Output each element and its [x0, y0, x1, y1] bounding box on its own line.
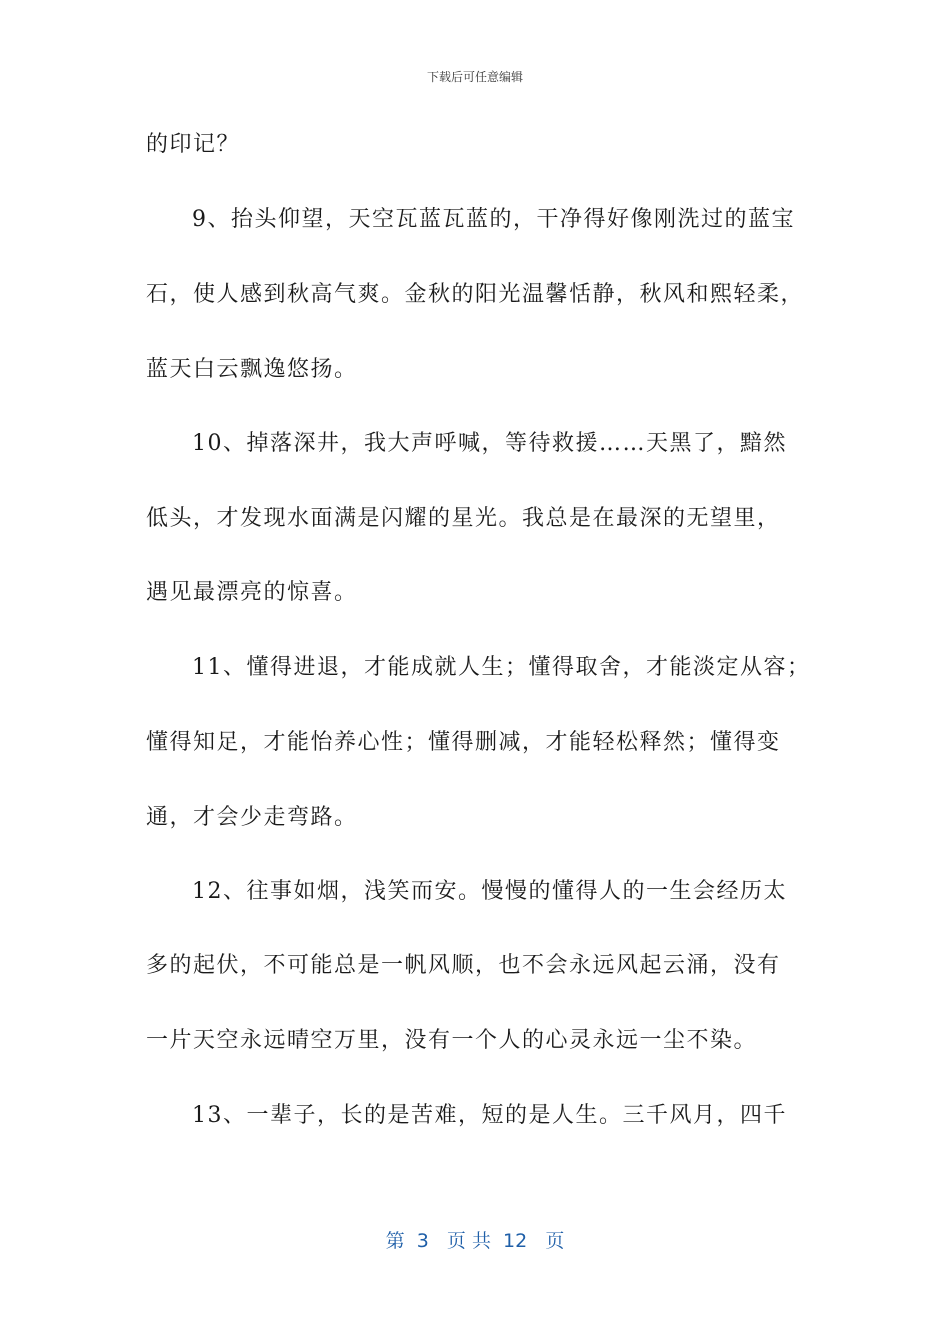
text-line: 低头，才发现水面满是闪耀的星光。我总是在最深的无望里， — [146, 506, 781, 531]
text-line: 通，才会少走弯路。 — [146, 805, 358, 830]
page-header-note: 下载后可任意编辑 — [426, 70, 523, 84]
text-line: 11、懂得进退，才能成就人生；懂得取舍，才能淡定从容； — [192, 655, 811, 680]
text-line: 一片天空永远晴空万里，没有一个人的心灵永远一尘不染。 — [146, 1028, 758, 1053]
text-line: 遇见最漂亮的惊喜。 — [146, 580, 358, 605]
page-number-footer: 第 3 页 共 12 页 — [385, 1230, 565, 1252]
text-line: 懂得知足，才能怡养心性；懂得删减，才能轻松释然；懂得变 — [146, 730, 781, 755]
text-line: 13、一辈子，长的是苦难，短的是人生。三千风月，四千 — [192, 1103, 787, 1128]
text-line: 石，使人感到秋高气爽。金秋的阳光温馨恬静，秋风和熙轻柔， — [146, 282, 805, 307]
text-line: 蓝天白云飘逸悠扬。 — [146, 357, 358, 382]
text-line: 的印记？ — [146, 132, 241, 157]
text-line: 10、掉落深井，我大声呼喊，等待救援……天黑了，黯然 — [192, 431, 787, 456]
text-line: 9、抬头仰望，天空瓦蓝瓦蓝的，干净得好像刚洗过的蓝宝 — [192, 207, 795, 232]
text-line: 12、往事如烟，浅笑而安。慢慢的懂得人的一生会经历太 — [192, 879, 787, 904]
text-line: 多的起伏，不可能总是一帆风顺，也不会永远风起云涌，没有 — [146, 953, 781, 978]
